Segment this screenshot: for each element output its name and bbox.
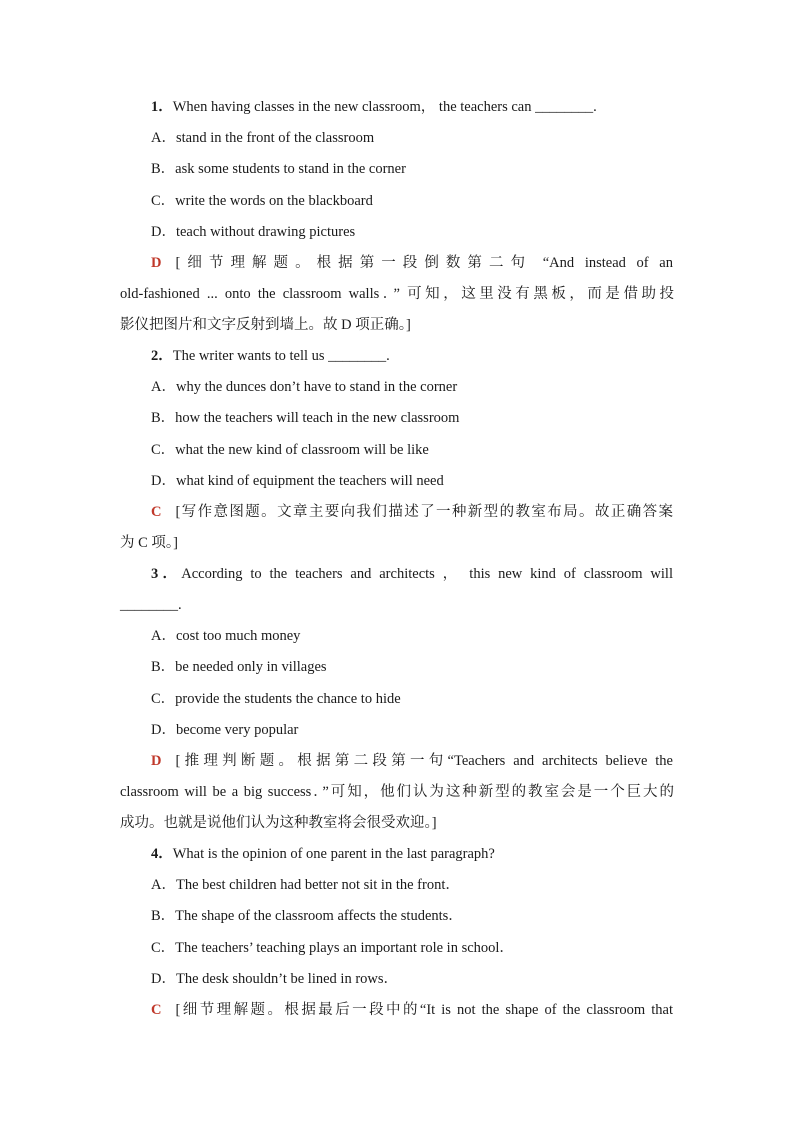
- question-2-option-a: A．why the dunces don’t have to stand in the corner: [151, 379, 458, 395]
- question-1-explanation-line-3: 影仪把图片和文字反射到墙上。故 D 项正确。]: [120, 317, 411, 333]
- question-number: 2．: [151, 348, 173, 364]
- question-text: What is the opinion of one parent in the last paragraph?: [172, 846, 495, 862]
- question-3-option-c: C．provide the students the chance to hide: [151, 691, 401, 707]
- question-3-stem-line-1: [151, 564, 673, 584]
- question-text: According to the teachers and architects ， this new kind of classroom will: [181, 566, 673, 582]
- question-3-option-d: D．become very popular: [151, 722, 299, 738]
- question-3-option-b: B．be needed only in villages: [151, 659, 327, 675]
- explanation-text: [推理判断题。根据第二段第一句“Teachers and architects believe the: [175, 753, 673, 769]
- question-3-explanation-line-1: [151, 751, 673, 771]
- question-2-explanation-line-2: 为 C 项。]: [120, 535, 178, 551]
- question-text: When having classes in the new classroom， the teachers can ________.: [172, 99, 597, 115]
- question-2-stem: [151, 346, 705, 366]
- question-1-option-b: B．ask some students to stand in the corner: [151, 161, 406, 177]
- explanation-text: [写作意图题。文章主要向我们描述了一种新型的教室布局。故正确答案: [175, 504, 673, 520]
- question-number: 1．: [151, 99, 173, 115]
- answer-letter: C: [151, 1002, 162, 1018]
- question-1-option-a: A．stand in the front of the classroom: [151, 130, 375, 146]
- explanation-text: [细节理解题。根据最后一段中的“It is not the shape of the classroom that: [175, 1002, 673, 1018]
- question-2-explanation-line-1: [151, 502, 673, 522]
- question-3-explanation-line-3: 成功。也就是说他们认为这种教室将会很受欢迎。]: [120, 815, 437, 831]
- question-number: 4．: [151, 846, 173, 862]
- question-text: The writer wants to tell us ________.: [172, 348, 390, 364]
- question-4-option-a: A．The best children had better not sit in the front．: [151, 877, 460, 893]
- explanation-text: [细节理解题。根据第一段倒数第二句 “And instead of an: [175, 255, 673, 271]
- question-number: 3．: [151, 566, 182, 582]
- question-1-stem: [151, 97, 705, 117]
- question-4-option-d: D．The desk shouldn’t be lined in rows．: [151, 971, 399, 987]
- answer-letter: C: [151, 504, 162, 520]
- question-4-option-c: C．The teachers’ teaching plays an important role in school．: [151, 940, 514, 956]
- question-4-stem: [151, 844, 705, 864]
- answer-letter: D: [151, 753, 162, 769]
- answer-letter: D: [151, 255, 162, 271]
- question-3-stem-line-2: ________.: [120, 597, 182, 613]
- question-4-option-b: B．The shape of the classroom affects the students．: [151, 908, 463, 924]
- question-1-option-d: D．teach without drawing pictures: [151, 224, 356, 240]
- question-1-option-c: C．write the words on the blackboard: [151, 193, 373, 209]
- question-1-explanation-line-1: [151, 253, 673, 273]
- question-3-option-a: A．cost too much money: [151, 628, 301, 644]
- question-4-explanation-line-1: [151, 1000, 673, 1020]
- question-3-explanation-line-2: classroom will be a big success．”可知，他们认为这种新型的教室会是一个巨大的: [120, 784, 674, 800]
- question-2-option-c: C．what the new kind of classroom will be like: [151, 442, 429, 458]
- question-1-explanation-line-2: old-fashioned ... onto the classroom walls．” 可知，这里没有黑板，而是借助投: [120, 286, 674, 302]
- question-2-option-d: D．what kind of equipment the teachers will need: [151, 473, 444, 489]
- question-2-option-b: B．how the teachers will teach in the new classroom: [151, 410, 460, 426]
